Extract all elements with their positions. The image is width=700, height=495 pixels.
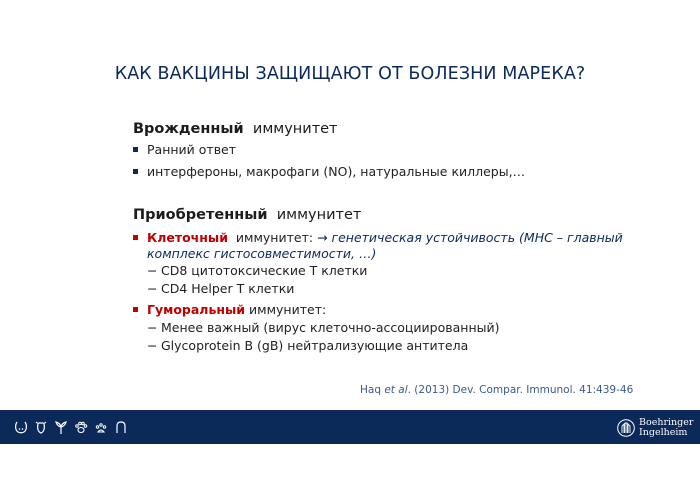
humoral-subitem-text: Менее важный (вирус клеточно-ассоциированный) — [161, 320, 500, 335]
boehringer-logo — [617, 415, 695, 441]
footer-icons — [14, 419, 128, 435]
cellular-rest: иммунитет: — [235, 230, 314, 245]
square-bullet-icon — [133, 307, 138, 312]
humoral-subitem-text: Glycoprotein B (gB) нейтрализующие антитела — [161, 338, 469, 353]
dash-bullet-icon: − — [147, 320, 158, 335]
slide-title: КАК ВАКЦИНЫ ЗАЩИЩАЮТ ОТ БОЛЕЗНИ МАРЕКА? — [114, 64, 586, 84]
innate-bullet-text: Ранний ответ — [147, 142, 237, 157]
logo-line2: Ingelheim — [639, 427, 688, 438]
innate-bullet-text: интерфероны, макрофаги (NO), натуральные киллеры,… — [147, 164, 526, 179]
square-bullet-icon — [133, 147, 138, 152]
acquired-heading-rest: иммунитет — [276, 207, 362, 223]
humoral-keyword: Гуморальный — [147, 302, 246, 317]
humoral-subitem-2 — [147, 338, 468, 353]
citation-rest: . (2013) Dev. Compar. Immunol. 41:439-46 — [407, 384, 634, 396]
paw-print-icon — [94, 419, 108, 435]
citation-author: Haq — [360, 384, 381, 396]
humoral-subitem-1 — [147, 320, 499, 335]
square-bullet-icon — [133, 169, 138, 174]
company-logo-icon — [617, 418, 635, 438]
square-bullet-icon — [133, 235, 138, 240]
innate-heading-rest: иммунитет — [252, 121, 338, 137]
innate-heading-bold: Врожденный — [133, 121, 244, 137]
cellular-subitem-2 — [147, 281, 294, 296]
acquired-heading-bold: Приобретенный — [133, 207, 268, 223]
humoral-rest: иммунитет: — [249, 302, 327, 317]
citation — [360, 384, 633, 396]
cellular-bullet — [133, 230, 653, 264]
plant-icon — [54, 419, 68, 435]
paw-icon — [74, 419, 88, 435]
dash-bullet-icon: − — [147, 263, 158, 278]
footer-bar — [0, 410, 700, 444]
horse-icon — [114, 419, 128, 435]
cellular-keyword: Клеточный — [147, 230, 228, 245]
cellular-italic: генетическая устойчивость (MHC – главный комплекс гистосовместимости, …) — [147, 230, 623, 261]
acquired-heading — [133, 207, 361, 223]
cellular-subitem-text: CD4 Helper Т клетки — [161, 281, 295, 296]
pig-icon — [14, 419, 28, 435]
cattle-icon — [34, 419, 48, 435]
citation-etal: et al — [384, 384, 408, 396]
humoral-text — [147, 302, 647, 318]
cellular-text — [147, 230, 647, 262]
cellular-subitem-1 — [147, 263, 367, 278]
dash-bullet-icon: − — [147, 338, 158, 353]
dash-bullet-icon: − — [147, 281, 158, 296]
arrow-right-icon: → — [317, 230, 328, 245]
cellular-subitem-text: CD8 цитотоксические Т клетки — [161, 263, 368, 278]
innate-heading — [133, 121, 338, 137]
logo-line1: Boehringer — [639, 417, 694, 428]
logo-text — [639, 418, 693, 438]
